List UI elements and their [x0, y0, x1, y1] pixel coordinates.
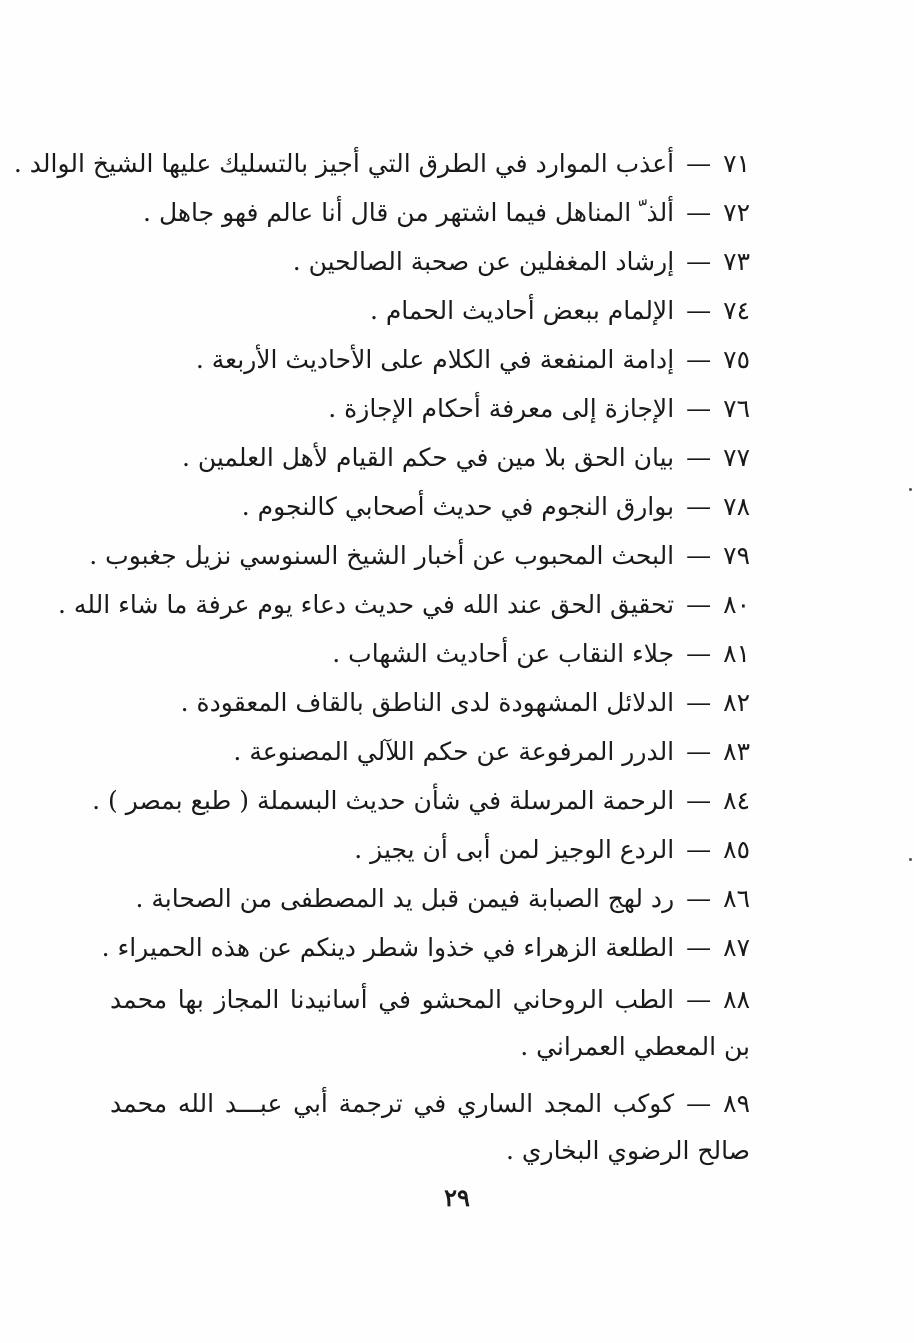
list-item [110, 189, 800, 237]
item-number: ٧٣ [723, 247, 750, 276]
item-title: البحث المحبوب عن أخبار الشيخ السنوسي نزيل جغبوب . [89, 541, 675, 570]
list-item [110, 976, 800, 1070]
dash-separator: — [686, 639, 712, 668]
item-title: ألذ ّ المناهل فيما اشتهر من قال أنا عالم فهو جاهل . [143, 198, 675, 227]
dash-separator: — [686, 933, 712, 962]
item-title: الطلعة الزهراء في خذوا شطر دينكم عن هذه الحميراء . [101, 933, 675, 962]
page-number: ٢٩ [444, 1183, 470, 1212]
dash-separator: — [686, 345, 712, 374]
item-title: الإلمام ببعض أحاديث الحمام . [369, 296, 675, 325]
dash-separator: — [686, 198, 712, 227]
list-item [110, 483, 800, 531]
item-title: كوكب المجد الساري في ترجمة أبي عبـــد الله محمد صالح الرضوي البخاري . [110, 1089, 750, 1165]
item-title: الطب الروحاني المحشو في أسانيدنا المجاز بها محمد بن المعطي العمراني . [110, 985, 750, 1061]
list-item [110, 826, 800, 874]
list-item [110, 336, 800, 384]
item-title: الرحمة المرسلة في شأن حديث البسملة ( طبع بمصر ) . [92, 786, 675, 815]
list-item [89, 532, 800, 580]
item-title: إرشاد المغفلين عن صحبة الصالحين . [292, 247, 675, 276]
item-number: ٨٦ [723, 884, 750, 913]
list-item [13, 140, 800, 188]
item-number: ٨١ [723, 639, 750, 668]
item-title: الدلائل المشهودة لدى الناطق بالقاف المعقودة . [180, 688, 675, 717]
item-number: ٨٣ [723, 737, 750, 766]
dash-separator: — [686, 688, 712, 717]
item-number: ٨٥ [723, 835, 750, 864]
dash-separator: — [686, 541, 712, 570]
list-item [110, 287, 800, 335]
bibliography-list [13, 140, 800, 1174]
item-number: ٧٧ [723, 443, 750, 472]
item-number: ٧٢ [723, 198, 750, 227]
item-title: الإجازة إلى معرفة أحكام الإجازة . [328, 394, 675, 423]
list-item [110, 238, 800, 286]
dash-separator: — [686, 149, 712, 178]
dash-separator: — [686, 394, 712, 423]
list-item [110, 434, 800, 482]
dash-separator: — [686, 296, 712, 325]
dash-separator: — [686, 835, 712, 864]
item-number: ٧٥ [723, 345, 750, 374]
list-item [101, 924, 800, 972]
scan-speck [909, 858, 912, 861]
dash-separator: — [686, 737, 712, 766]
list-item [110, 630, 800, 678]
item-title: تحقيق الحق عند الله في حديث دعاء يوم عرفة ما شاء الله . [58, 590, 675, 619]
item-number: ٧٦ [723, 394, 750, 423]
list-item [92, 777, 800, 825]
item-title: الردع الوجيز لمن أبى أن يجيز . [354, 835, 675, 864]
item-number: ٨٤ [723, 786, 750, 815]
dash-separator: — [686, 884, 712, 913]
list-item [110, 728, 800, 776]
item-title: بيان الحق بلا مين في حكم القيام لأهل العلمين . [181, 443, 675, 472]
list-item [110, 679, 800, 727]
dash-separator: — [686, 492, 712, 521]
item-title: جلاء النقاب عن أحاديث الشهاب . [332, 639, 675, 668]
item-number: ٧١ [723, 149, 750, 178]
list-item [110, 875, 800, 923]
item-number: ٨٩ [723, 1089, 750, 1118]
dash-separator: — [686, 590, 712, 619]
item-title: أعذب الموارد في الطرق التي أجيز بالتسليك عليها الشيخ الوالد . [13, 149, 675, 178]
scan-speck [909, 488, 912, 491]
item-title: بوارق النجوم في حديث أصحابي كالنجوم . [241, 492, 675, 521]
item-number: ٨٢ [723, 688, 750, 717]
item-number: ٨٨ [723, 985, 750, 1014]
list-item [110, 1080, 800, 1174]
item-number: ٨٧ [723, 933, 750, 962]
dash-separator: — [686, 247, 712, 276]
item-title: إدامة المنفعة في الكلام على الأحاديث الأربعة . [195, 345, 675, 374]
dash-separator: — [686, 443, 712, 472]
item-number: ٨٠ [723, 590, 750, 619]
item-title: رد لهج الصبابة فيمن قبل يد المصطفى من الصحابة . [135, 884, 675, 913]
dash-separator: — [686, 1089, 712, 1118]
item-number: ٧٨ [723, 492, 750, 521]
item-title: الدرر المرفوعة عن حكم اللآلي المصنوعة . [233, 737, 675, 766]
dash-separator: — [686, 985, 712, 1014]
item-number: ٧٩ [723, 541, 750, 570]
item-number: ٧٤ [723, 296, 750, 325]
list-item [110, 385, 800, 433]
list-item [58, 581, 800, 629]
dash-separator: — [686, 786, 712, 815]
